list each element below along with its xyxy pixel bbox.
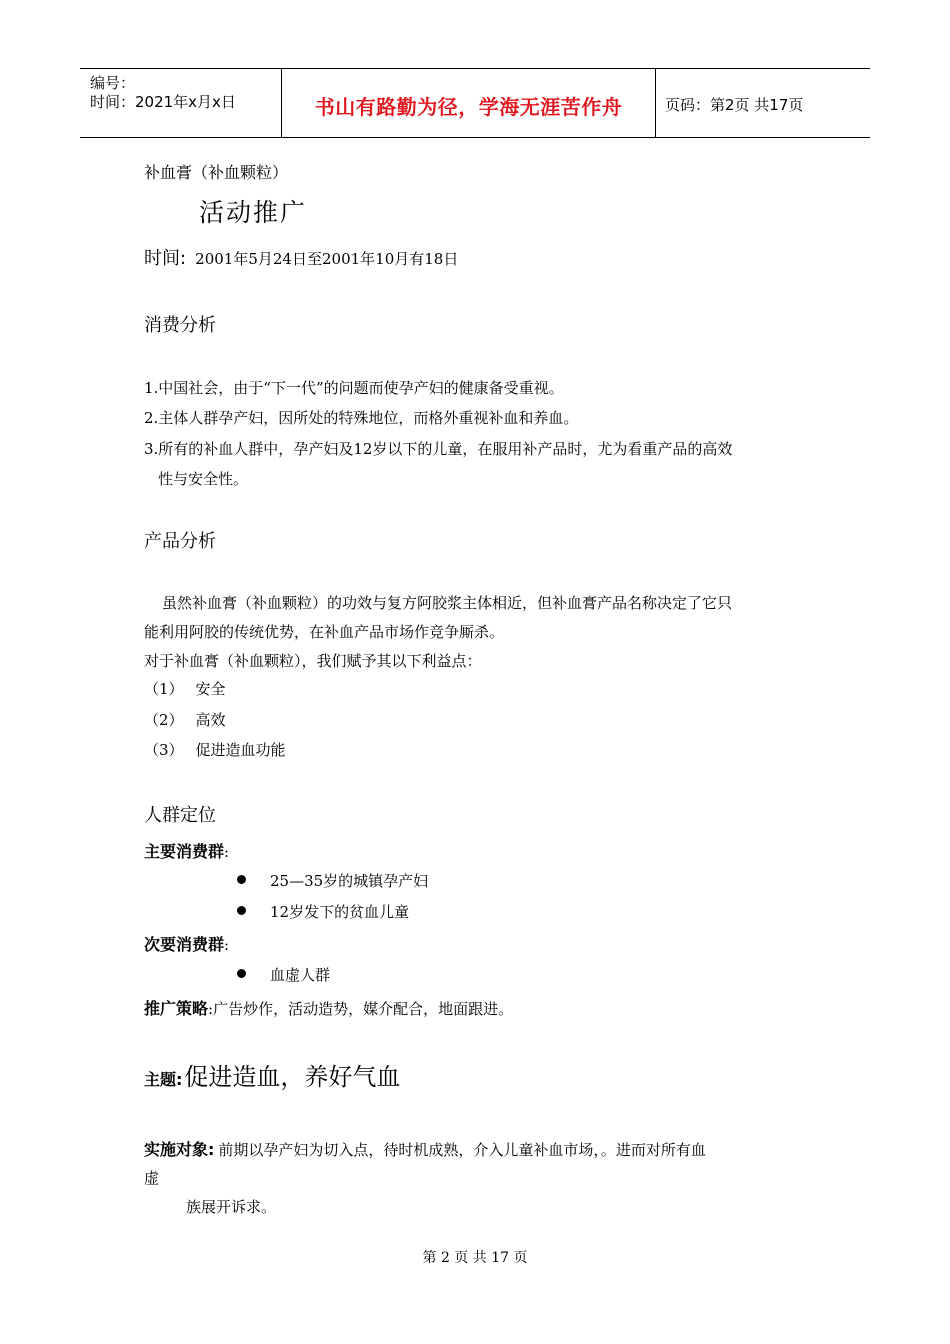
secondary-group-item: 血虚人群 [270, 966, 331, 984]
header-motto: 书山有路勤为径，学海无涯苦作舟 [314, 95, 623, 119]
primary-group-item: 12岁发下的贫血儿童 [270, 903, 410, 921]
target-text-line1: 前期以孕产妇为切入点，待时机成熟，介入儿童补血市场，。进而对所有血 [218, 1141, 706, 1159]
consumption-item-2: 2.主体人群孕产妇，因所处的特殊地位，而格外重视补血和养血。 [144, 409, 579, 427]
primary-group-item: 25—35岁的城镇孕产妇 [270, 872, 429, 890]
target-label: 实施对象: [144, 1140, 215, 1159]
bullet-icon [237, 969, 246, 978]
primary-group-colon: : [224, 843, 230, 861]
target-text-line3: 族展开诉求。 [186, 1198, 277, 1216]
benefit-item [144, 709, 226, 730]
strategy-text: :广告炒作，活动造势，媒介配合，地面跟进。 [208, 1000, 514, 1018]
secondary-group-colon: : [224, 936, 230, 954]
product-name: 补血膏（补血颗粒） [144, 163, 289, 182]
theme-line [144, 1057, 400, 1092]
consumption-heading: 消费分析 [144, 315, 216, 336]
target-text-line2: 虚 [144, 1169, 160, 1187]
time-value: 2001年5月24日至2001年10月有18日 [195, 250, 459, 268]
benefit-item [144, 678, 226, 699]
benefit-number: （1） [144, 680, 184, 698]
benefit-number: （3） [144, 741, 184, 759]
secondary-group-label [144, 932, 229, 955]
document-header [80, 68, 870, 138]
header-page-cell [655, 69, 870, 137]
bullet-icon [237, 906, 246, 915]
benefit-number: （2） [144, 711, 184, 729]
time-label: 时间: [144, 248, 187, 269]
positioning-heading: 人群定位 [144, 805, 216, 826]
time-line [144, 244, 458, 270]
date-label: 时间：2021年x月x日 [90, 93, 236, 111]
benefit-intro: 对于补血膏（补血颗粒），我们赋予其以下利益点： [144, 652, 482, 670]
primary-group-label [144, 839, 229, 862]
target-line [144, 1137, 706, 1160]
benefit-text: 促进造血功能 [195, 741, 286, 759]
page-footer: 第 2 页 共 17 页 [422, 1250, 528, 1266]
product-heading: 产品分析 [144, 531, 216, 552]
theme-text: 促进造血，养好气血 [184, 1063, 401, 1091]
secondary-group-title: 次要消费群 [144, 935, 225, 954]
consumption-item-3-cont: 性与安全性。 [158, 470, 249, 488]
product-para-line2: 能利用阿胶的传统优势，在补血产品市场作竞争厮杀。 [144, 623, 505, 641]
product-para-line1: 虽然补血膏（补血颗粒）的功效与复方阿胶浆主体相近，但补血膏产品名称决定了它只 [162, 594, 733, 612]
strategy-label: 推广策略 [144, 999, 209, 1018]
consumption-item-3: 3.所有的补血人群中，孕产妇及12岁以下的儿童，在服用补产品时，尤为看重产品的高效 [144, 440, 733, 458]
header-motto-cell [281, 69, 656, 137]
theme-label: 主题: [144, 1070, 183, 1089]
number-label: 编号： [90, 74, 136, 92]
consumption-item-1: 1.中国社会，由于“下一代”的问题而使孕产妇的健康备受重视。 [144, 379, 564, 397]
header-page-info: 页码：第2页 共17页 [665, 96, 804, 114]
strategy-line [144, 996, 513, 1019]
page-title: 活动推广 [199, 198, 308, 227]
bullet-icon [237, 875, 246, 884]
primary-group-title: 主要消费群 [144, 842, 225, 861]
benefit-item [144, 739, 286, 760]
benefit-text: 安全 [195, 680, 226, 698]
header-meta-cell [80, 69, 281, 137]
benefit-text: 高效 [195, 711, 226, 729]
